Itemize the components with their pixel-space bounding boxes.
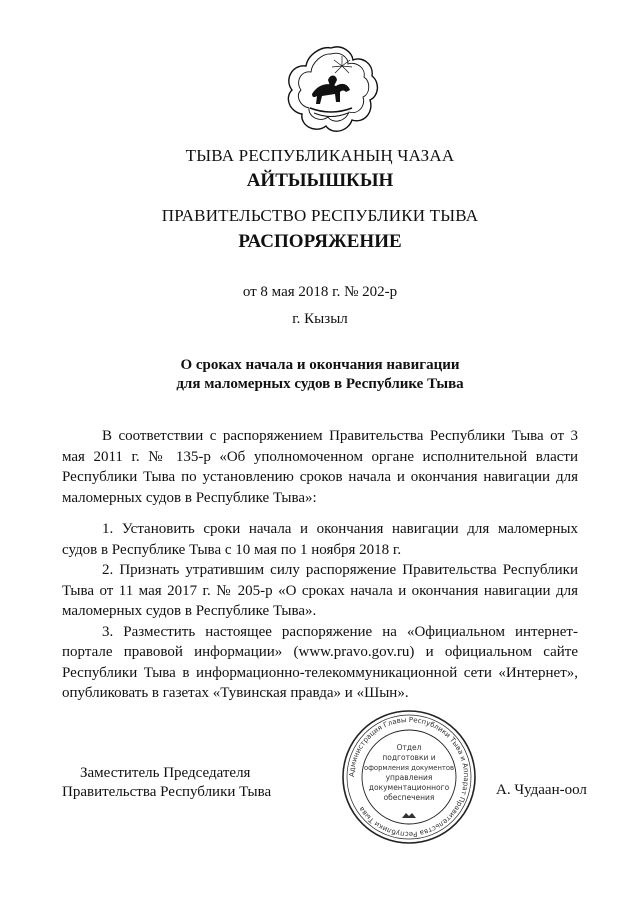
- signatory-position: [62, 764, 271, 802]
- seal-center-line-3: оформления документов: [363, 764, 455, 772]
- seal-center-line-4: управления: [385, 773, 433, 782]
- order-item-1: 1. Установить сроки начала и окончания навигации для маломерных судов в Республике Тыва с 10 мая по 1 ноября 2018 г.: [62, 521, 578, 558]
- order-items: [62, 519, 578, 704]
- tuvan-document-type: АЙТЫЫШКЫН: [246, 170, 394, 191]
- order-item-2: 2. Признать утратившим силу распоряжение Правительства Республики Тыва от 11 мая 2017 г. № 205-р «О сроках начала и окончания навигации для маломерных судов в Республике Тыва».: [62, 562, 578, 619]
- document-title-line-1: О сроках начала и окончания навигации: [180, 357, 460, 373]
- russian-government-heading: ПРАВИТЕЛЬСТВО РЕСПУБЛИКИ ТЫВА: [161, 206, 479, 225]
- document-title-line-2: для маломерных судов в Республике Тыва: [176, 376, 464, 392]
- coat-of-arms-icon: [282, 42, 380, 137]
- russian-document-type: РАСПОРЯЖЕНИЕ: [238, 231, 402, 252]
- seal-ring-text: Администрация Главы Республики Тыва и Аппарат Правительства Республики Тыва: [347, 715, 471, 839]
- tuvan-government-heading: ТЫВА РЕСПУБЛИКАНЫҢ ЧАЗАА: [185, 146, 455, 165]
- seal-center-line-2: подготовки и: [382, 753, 436, 762]
- document-city: г. Кызыл: [292, 311, 348, 327]
- document-title: [0, 356, 640, 394]
- seal-center-line-1: Отдел: [396, 743, 422, 752]
- signatory-position-line-2: Правительства Республики Тыва: [62, 784, 272, 800]
- seal-center-line-5: документационного: [368, 783, 450, 792]
- preamble-paragraph: В соответствии с распоряжением Правительства Республики Тыва от 3 мая 2011 г. № 135-р «Об уполномоченном органе исполнительной власти Республики Тыва по установлению сроков начала и окончания навигации для маломерных судов в Республике Тыва»:: [62, 428, 578, 506]
- signatory-name: А. Чудаан-оол: [496, 782, 587, 798]
- preamble-section: [62, 426, 578, 508]
- seal-emblem-icon: [402, 813, 416, 818]
- document-date-number: от 8 мая 2018 г. № 202-р: [242, 284, 398, 300]
- seal-center-line-6: обеспечения: [383, 793, 435, 802]
- order-item-3: 3. Разместить настоящее распоряжение на «Официальном интернет-портале правовой информации» (www.pravo.gov.ru) и официальном сайте Республики Тыва в информационно-телекоммуникационной сети «Интернет», опубликовать в газетах «Тувинская правда» и «Шын».: [62, 623, 578, 701]
- official-seal-stamp: [340, 708, 478, 846]
- signatory-position-line-1: Заместитель Председателя: [80, 765, 251, 781]
